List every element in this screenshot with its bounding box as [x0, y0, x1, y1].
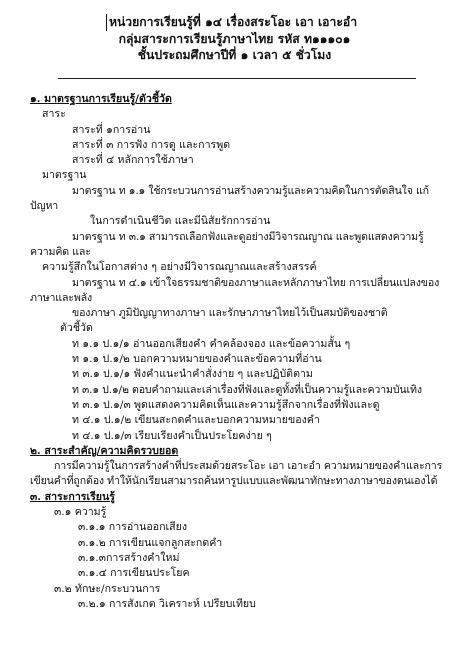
standard-item-cont: ของภาษา ภูมิปัญญาทางภาษา และรักษาภาษาไทยไว้เป็นสมบัติของชาติ [72, 307, 388, 320]
section-3-heading: ๓. สาระการเรียนรู้ [30, 490, 115, 503]
standard-heading: มาตรฐาน [42, 169, 87, 182]
indicator-item: ท ๑.๑ ป.๑/๒ บอกความหมายของคำและข้อความที่อ่าน [72, 353, 322, 366]
section-1-heading: ๑. มาตรฐานการเรียนรู้/ตัวชี้วัด [30, 93, 172, 105]
subject-line: กลุ่มสาระการเรียนรู้ภาษาไทย รหัส ท๑๑๑๐๑ [118, 31, 351, 46]
indicator-item: ท ๔.๑ ป.๑/๓ เรียบเรียงคำเป็นประโยคง่าย ๆ [72, 429, 272, 442]
indicator-item: ท ๑.๑ ป.๑/๑ อ่านออกเสียงคำ คำคล้องจอง และข้อความสั้น ๆ [72, 337, 351, 350]
knowledge-item: ๓.๑.๓การสร้างคำใหม่ [78, 551, 180, 564]
standard-item: มาตรฐาน ท ๑.๑ ใช้กระบวนการอ่านสร้างความรู้และความคิดในการตัดสินใจ แก้ปัญหา [30, 184, 429, 213]
indicator-item: ท ๔.๑ ป.๑/๒ เขียนสะกดคำและบอกความหมายของคำ [72, 414, 320, 427]
document-body [30, 92, 448, 612]
strand-item: สาระที่ ๑การอ่าน [72, 123, 151, 136]
standard-item-cont: ความรู้สึกในโอกาสต่าง ๆ อย่างมีวิจารณญาณและสร้างสรรค์ [42, 261, 317, 274]
strand-item: สาระที่ ๔ หลักการใช้ภาษา [72, 154, 194, 167]
indicator-heading: ตัวชี้วัด [60, 322, 93, 335]
grade-time-line: ชั้นประถมศึกษาปีที่ ๑ เวลา ๕ ชั่วโมง [137, 48, 332, 62]
document-header [0, 0, 469, 64]
indicator-item: ท ๓.๑ ป.๑/๑ ฟังคำแนะนำคำสั่งง่าย ๆ และปฏิบัติตาม [72, 368, 313, 381]
header-divider [58, 78, 416, 79]
indicator-item: ท ๓.๑ ป.๑/๒ ตอบคำถามและเล่าเรื่องที่ฟังและดูทั้งที่เป็นความรู้และความบันเทิง [72, 383, 422, 396]
standard-item: มาตรฐาน ท ๓.๑ สามารถเลือกฟังและดูอย่างมีวิจารณญาณ และพูดแสดงความรู้ ความคิด และ [30, 230, 424, 258]
knowledge-heading: ๓.๑ ความรู้ [54, 506, 107, 519]
unit-title: หน่วยการเรียนรู้ที่ ๑๔ เรื่องสระโอะ เอา เอาะอำ [106, 14, 357, 31]
skills-item: ๓.๒.๑ การสังเกต วิเคราะห์ เปรียบเทียบ [78, 597, 256, 610]
knowledge-item: ๓.๑.๔ การเขียนประโยค [78, 567, 190, 580]
standard-item: มาตรฐาน ท ๔.๑ เข้าใจธรรมชาติของภาษาและหลักภาษาไทย การเปลี่ยนแปลงของภาษาและพลัง [30, 276, 440, 304]
skills-heading: ๓.๒ ทักษะ/กระบวนการ [54, 582, 161, 595]
strand-heading: สาระ [42, 108, 66, 121]
knowledge-item: ๓.๑.๒ การเขียนแจกลูกสะกดคำ [78, 536, 223, 549]
strand-item: สาระที่ ๓ การฟัง การดู และการพูด [72, 138, 231, 151]
concept-paragraph: การมีความรู้ในการสร้างคำที่ประสมด้วยสระโอะ เอา เอาะอำ ความหมายของคำและการเขียนคำที่ถูกต้อง ทำให้นักเรียนสามารถค้นหารูปแบบและพัฒนาทักษะทางภาษาของตนเองได้ [30, 460, 443, 488]
standard-item-cont: ในการดำเนินชีวิต และมีนิสัยรักการอ่าน [90, 215, 271, 228]
indicator-item: ท ๓.๑ ป.๑/๓ พูดแสดงความคิดเห็นและความรู้สึกจากเรื่องที่ฟังและดู [72, 398, 380, 411]
knowledge-item: ๓.๑.๑ การอ่านออกเสียง [78, 521, 188, 534]
section-2-heading: ๒. สาระสำคัญ/ความคิดรวบยอด [30, 444, 179, 457]
